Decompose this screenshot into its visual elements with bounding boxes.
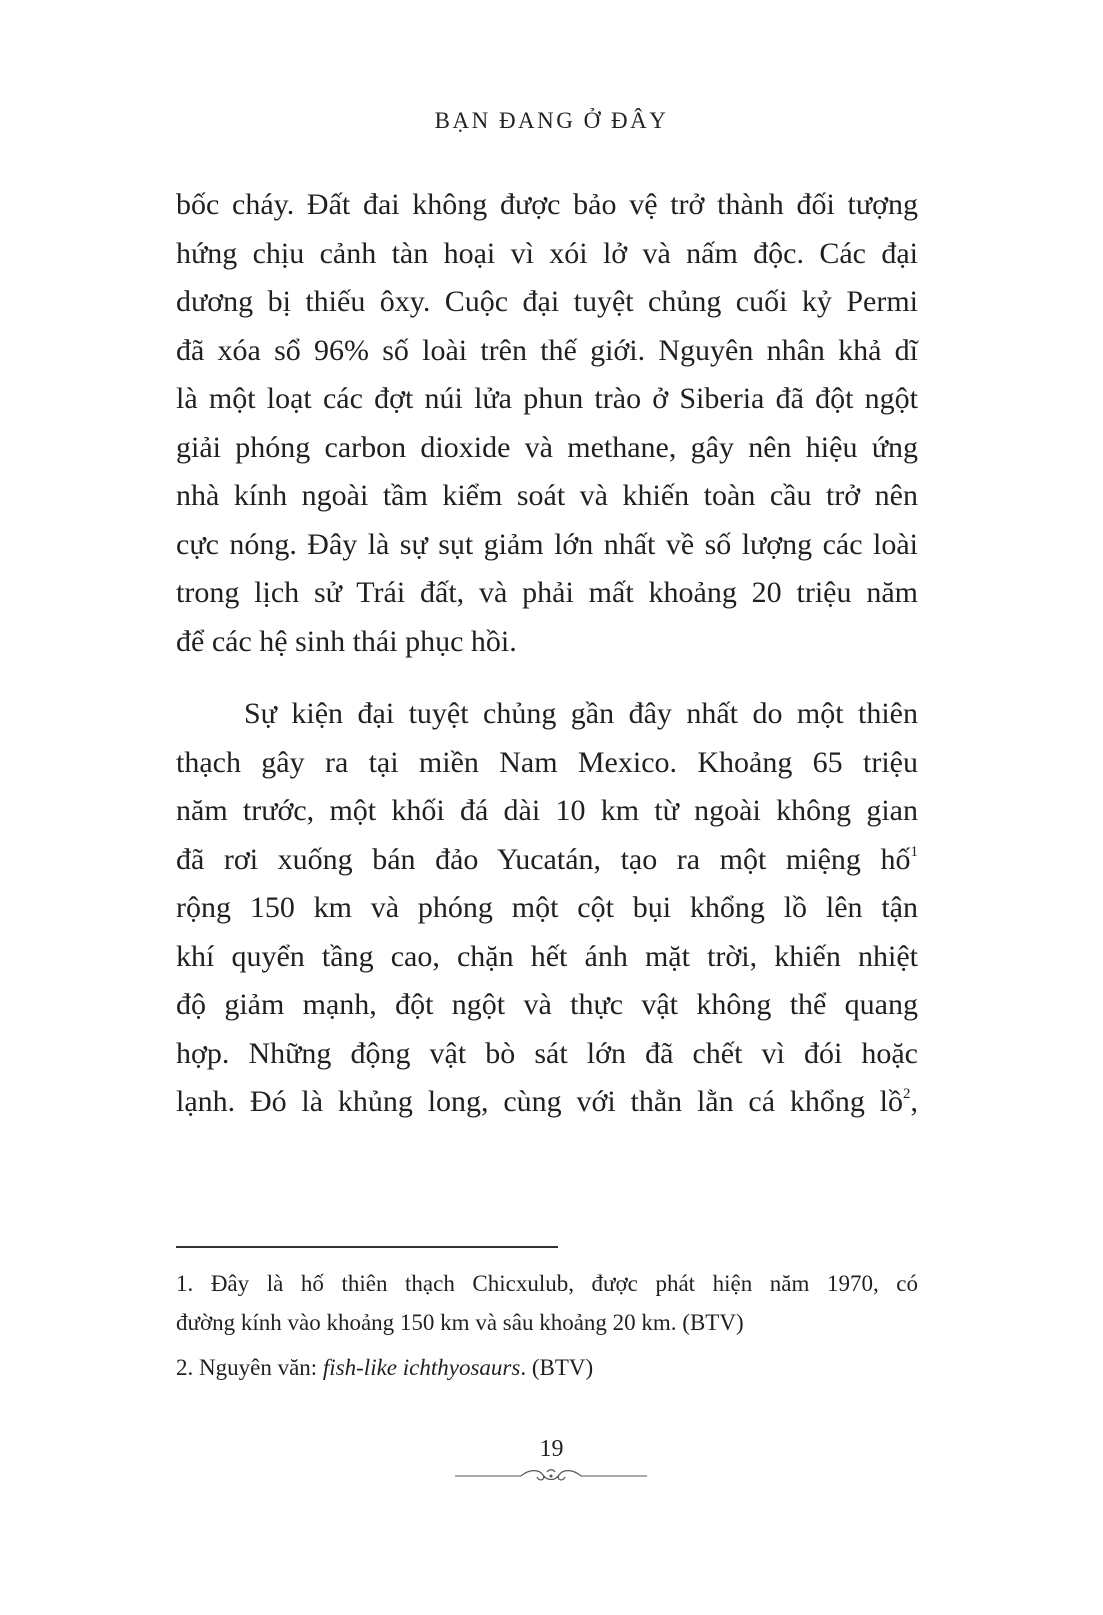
paragraph-1 [176, 181, 918, 666]
footnote-line [176, 1348, 918, 1387]
paragraph-2 [176, 690, 918, 1127]
text-line: dương bị thiếu ôxy. Cuộc đại tuyệt chủng cuối kỷ Permi [176, 285, 918, 318]
text-line: nhà kính ngoài tầm kiểm soát và khiến toàn cầu trở nên [176, 479, 918, 512]
footnote-line: đường kính vào khoảng 150 km và sâu khoảng 20 km. (BTV) [176, 1310, 744, 1335]
text-line: đã xóa sổ 96% số loài trên thế giới. Nguyên nhân khả dĩ [176, 333, 918, 367]
footnote-divider [176, 1246, 558, 1248]
text-line: rộng 150 km và phóng một cột bụi khổng lồ lên tận [176, 891, 918, 924]
footnote-ref-2[interactable]: 2 [903, 1086, 911, 1102]
footnote-line: 1. Đây là hố thiên thạch Chicxulub, được phát hiện năm 1970, có [176, 1271, 918, 1296]
text-line: là một loạt các đợt núi lửa phun trào ở Siberia đã đột ngột [176, 382, 918, 415]
footnote-suffix: . (BTV) [520, 1355, 594, 1380]
text-segment: đã rơi xuống bán đảo Yucatán, tạo ra một miệng hố [176, 842, 911, 876]
text-line: hứng chịu cảnh tàn hoại vì xói lở và nấm độc. Các đại [176, 236, 918, 270]
footnote-italic: fish-like ichthyosaurs [322, 1355, 521, 1380]
text-line: hợp. Những động vật bò sát lớn đã chết vì đói hoặc [176, 1036, 918, 1070]
text-line: Sự kiện đại tuyệt chủng gần đây nhất do một thiên [244, 697, 918, 730]
text-line [176, 836, 918, 885]
text-line: khí quyển tầng cao, chặn hết ánh mặt trời, khiến nhiệt [176, 939, 918, 973]
text-line [176, 1078, 918, 1127]
text-line: để các hệ sinh thái phục hồi. [176, 624, 517, 658]
text-line: độ giảm mạnh, đột ngột và thực vật không thể quang [176, 988, 918, 1021]
trailing-comma: , [910, 1085, 918, 1118]
text-line: trong lịch sử Trái đất, và phải mất khoảng 20 triệu năm [176, 576, 918, 609]
text-line: năm trước, một khối đá dài 10 km từ ngoài không gian [176, 794, 918, 827]
footnote-prefix: 2. Nguyên văn: [176, 1355, 323, 1380]
text-line: giải phóng carbon dioxide và methane, gây nên hiệu ứng [176, 430, 918, 464]
footnote-1 [176, 1264, 918, 1342]
text-line: bốc cháy. Đất đai không được bảo vệ trở thành đối tượng [176, 188, 918, 221]
page-number: 19 [539, 1436, 564, 1462]
ornament-flourish-icon [451, 1466, 651, 1486]
footnote-2 [176, 1348, 918, 1387]
text-line: cực nóng. Đây là sự sụt giảm lớn nhất về số lượng các loài [176, 527, 918, 561]
text-line: thạch gây ra tại miền Nam Mexico. Khoảng 65 triệu [176, 745, 918, 779]
footnote-ref-1[interactable]: 1 [910, 843, 918, 860]
running-header: BẠN ĐANG Ở ĐÂY [434, 108, 669, 133]
text-segment: lạnh. Đó là khủng long, cùng với thằn lằn cá khổng lồ [176, 1085, 903, 1118]
